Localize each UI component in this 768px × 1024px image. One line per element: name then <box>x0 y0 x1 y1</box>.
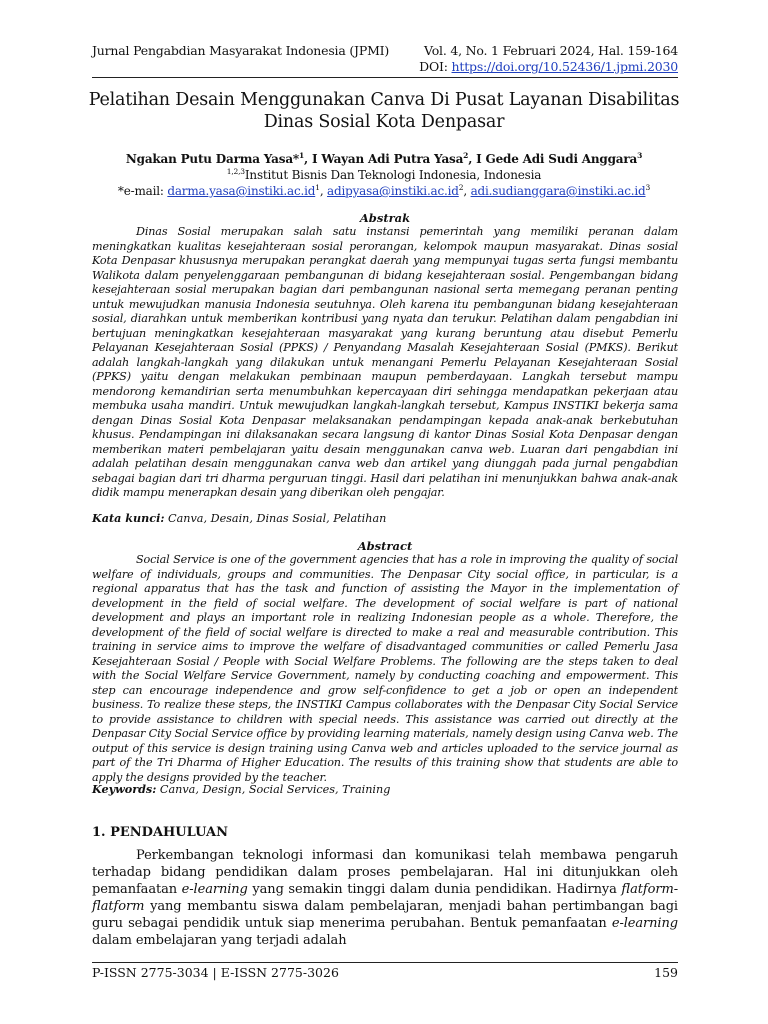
author-2: , I Wayan Adi Putra Yasa <box>304 152 464 166</box>
title-line-1: Pelatihan Desain Menggunakan Canva Di Pusat Layanan Disabilitas <box>88 90 680 110</box>
paragraph-italic-1: e-learning <box>181 882 248 897</box>
kata-kunci-text: Canva, Desain, Dinas Sosial, Pelatihan <box>164 512 387 525</box>
kata-kunci-label: Kata kunci: <box>92 511 165 525</box>
author-2-sup: 2 <box>463 151 469 160</box>
keywords <box>92 782 678 796</box>
affiliation-sup: 1,2,3 <box>226 167 245 176</box>
title-line-2: Dinas Sosial Kota Denpasar <box>263 112 505 132</box>
email-sep-1: , <box>319 184 328 198</box>
author-3: , I Gede Adi Sudi Anggara <box>468 152 638 166</box>
email-sup-1: 1 <box>315 183 320 192</box>
email-link-2[interactable]: adipyasa@instiki.ac.id <box>327 184 459 198</box>
author-1-sup: 1 <box>298 151 304 160</box>
email-line <box>60 184 708 198</box>
paragraph-part-2: yang semakin tinggi dalam dunia pendidikan. Hadirnya <box>247 882 622 897</box>
email-sup-3: 3 <box>645 183 651 192</box>
abstrak-heading: Abstrak <box>359 211 411 225</box>
abstract-heading: Abstract <box>357 539 413 553</box>
paragraph-italic-3: e-learning <box>611 916 678 931</box>
author-list <box>60 152 708 166</box>
header-divider <box>92 77 678 78</box>
keywords-text: Canva, Design, Social Services, Training <box>156 783 391 796</box>
author-3-sup: 3 <box>637 151 643 160</box>
volume-line: Vol. 4, No. 1 Februari 2024, Hal. 159-164 <box>424 43 678 58</box>
footer-divider <box>92 962 678 963</box>
abstrak-text: Dinas Sosial merupakan salah satu instansi pemerintah yang memiliki peranan dalam meningkatkan kualitas kesejahteraan sosial perorangan, kelompok maupun masyarakat. Dinas sosial Kota Denpasar khususnya merupakan perangkat daerah yang mempunyai tugas serta fungsi membantu Walikota dalam penyelenggaraan pembangunan di bidang kesejahteraan sosial. Pengembangan bidang kesejahteraan sosial merupakan bagian dari pembangunan nasional serta memegang peranan penting untuk mewujudkan manusia Indonesia seutuhnya. Oleh karena itu pembangunan bidang kesejahteraan sosial, diarahkan untuk memberikan kontribusi yang nyata dan terukur. Pelatihan dalam pengabdian ini bertujuan meningkatkan kesejahteraan masyarakat yang kurang beruntung atau disebut Pemerlu Pelayanan Kesejahteraan Sosial (PPKS) / Penyandang Masalah Kesejahteraan Sosial (PMKS). Berikut adalah langkah-langkah yang dilakukan untuk menangani Pemerlu Pelayanan Kesejahteraan Sosial (PPKS) yaitu dengan melakukan pembinaan maupun pemberdayaan. Langkah tersebut mampu mendorong kemandirian serta menumbuhkan kepercayaan diri sehingga mendapatkan pekerjaan atau membuka usaha mandiri. Untuk mewujudkan langkah-langkah tersebut, Kampus INSTIKI bekerja sama dengan Dinas Sosial Kota Denpasar melaksanakan pendampingan kepada anak-anak berkebutuhan khusus. Pendampingan ini dilaksanakan secara langsung di kantor Dinas Sosial Kota Denpasar dengan memberikan materi pembelajaran yaitu desain menggunakan canva web. Luaran dari pengabdian ini adalah pelatihan desain menggunakan canva web dan artikel yang diunggah pada jurnal pengabdian sebagai bagian dari tri dharma perguruan tinggi. Hasil dari pelatihan ini menunjukkan bahwa anak-anak didik mampu menerapkan desain yang diberikan oleh pengajar. <box>92 225 678 499</box>
doi-label: DOI: <box>419 59 452 74</box>
paragraph-italic-2: flatform-flatform <box>92 882 678 914</box>
email-link-1[interactable]: darma.yasa@instiki.ac.id <box>167 184 316 198</box>
email-link-3[interactable]: adi.sudianggara@instiki.ac.id <box>470 184 646 198</box>
paragraph-part-4: dalam embelajaran yang terjadi adalah <box>92 933 347 948</box>
issn-footer: P-ISSN 2775-3034 | E-ISSN 2775-3026 <box>92 965 339 980</box>
email-label: *e-mail: <box>117 184 168 198</box>
section-paragraph <box>92 847 678 949</box>
abstract-text: Social Service is one of the government agencies that has a role in improving the quality of social welfare of individuals, groups and communities. The Denpasar City social office, in particular, is a regional apparatus that has the task and function of assisting the Mayor in the implementation of development in the field of social welfare. The development of social welfare is part of national development and plays an important role in realizing Indonesian people as a whole. Therefore, the development of the field of social welfare is directed to make a real and measurable contribution. This training in service aims to improve the welfare of disadvantaged communities or called Pemerlu Jasa Kesejahteraan Sosial / People with Social Welfare Problems. The following are the steps taken to deal with the Social Welfare Service Government, namely by conducting coaching and empowerment. This step can encourage independence and grow self-confidence to get a job or open an independent business. To realize these steps, the INSTIKI Campus collaborates with the Denpasar City Social Service to provide assistance to children with special needs. This assistance was carried out directly at the Denpasar City Social Service office by providing learning materials, namely design using Canva web. The output of this service is design training using Canva web and articles uploaded to the service journal as part of the Tri Dharma of Higher Education. The results of this training show that students are able to apply the designs provided by the teacher. <box>92 553 678 784</box>
section-heading: 1. PENDAHULUAN <box>92 825 228 840</box>
email-sup-2: 2 <box>458 183 464 192</box>
journal-name: Jurnal Pengabdian Masyarakat Indonesia (JPMI) <box>92 43 390 58</box>
author-1: Ngakan Putu Darma Yasa* <box>125 152 299 166</box>
affiliation <box>60 168 708 182</box>
keywords-label: Keywords: <box>92 782 157 796</box>
doi-link[interactable]: https://doi.org/10.52436/1.jpmi.2030 <box>451 59 678 74</box>
volume-info <box>419 43 678 75</box>
kata-kunci <box>92 511 678 525</box>
affiliation-text: Institut Bisnis Dan Teknologi Indonesia, Indonesia <box>244 168 542 182</box>
email-sep-2: , <box>463 184 471 198</box>
paragraph-part-1: Perkembangan teknologi informasi dan komunikasi telah membawa pengaruh terhadap bidang pendidikan dalam proses pembelajaran. Hal ini ditunjukkan oleh pemanfaatan <box>92 848 678 897</box>
doi-line <box>419 59 678 75</box>
paper-title <box>60 89 708 133</box>
paragraph-part-3: yang membantu siswa dalam pembelajaran, menjadi bahan pertimbangan bagi guru sebagai pendidik untuk siap menerima perubahan. Bentuk pemanfaatan <box>92 899 678 931</box>
page-number: 159 <box>654 965 678 980</box>
